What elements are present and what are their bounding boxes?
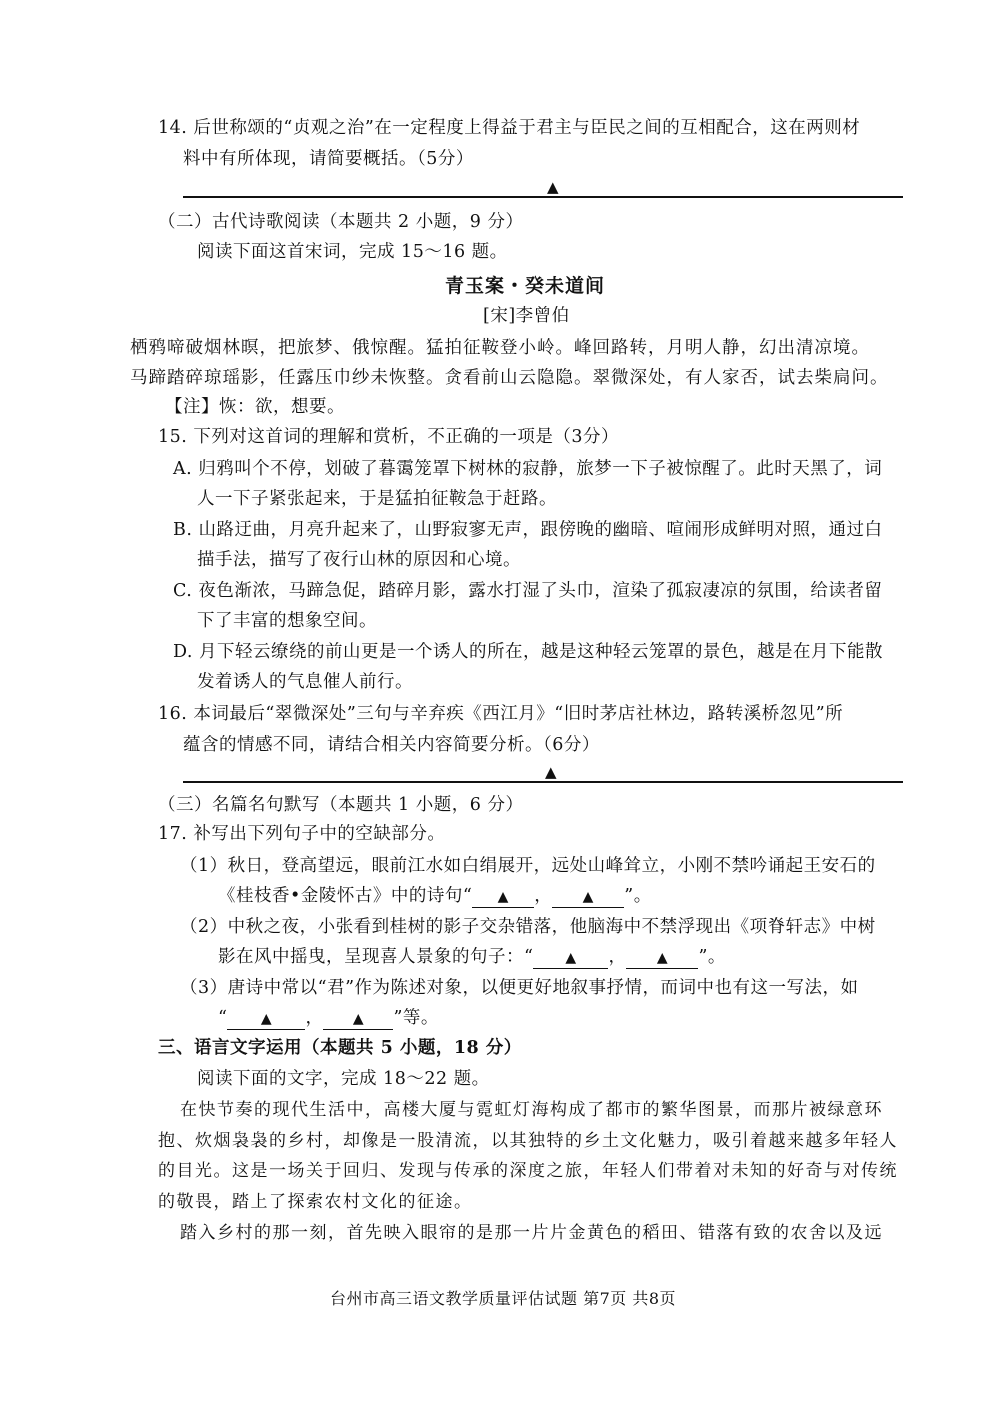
q17-part3-line-1: （3）唐诗中常以“君”作为陈述对象，以便更好地叙事抒情，而词中也有这一写法，如: [180, 978, 859, 998]
passage-para1-line-1: 在快节奏的现代生活中，高楼大厦与霓虹灯海构成了都市的繁华图景，而那片被绿意环: [180, 1100, 883, 1120]
q15-option-d-line-2: 发着诱人的气息催人前行。: [197, 672, 413, 692]
fill-blank[interactable]: ▲: [626, 946, 698, 969]
fill-blank[interactable]: ▲: [533, 946, 608, 969]
passage-para1-line-4: 的敬畏，踏上了探索农村文化的征途。: [158, 1192, 473, 1212]
q17-part2-line-1: （2）中秋之夜，小张看到桂树的影子交杂错落，他脑海中不禁浮现出《项脊轩志》中树: [180, 917, 876, 937]
q16-line-2: 蕴含的情感不同，请结合相关内容简要分析。（6分）: [183, 735, 600, 755]
section2-heading: （二）古代诗歌阅读（本题共 2 小题，9 分）: [158, 212, 524, 232]
q14-line-1: 14. 后世称颂的“贞观之治”在一定程度上得益于君主与臣民之间的互相配合，这在两则材: [158, 118, 861, 138]
answer-line: [183, 196, 903, 198]
q17-part3-prefix: “: [218, 1008, 228, 1028]
q17-part2-suffix: ”。: [698, 947, 726, 967]
poem-author: [宋]李曾伯: [483, 306, 570, 326]
fill-blank[interactable]: ▲: [552, 885, 624, 908]
fill-blank[interactable]: ▲: [323, 1007, 393, 1030]
answer-triangle-mark: ▲: [545, 763, 557, 781]
q17-part2-line-2: [218, 945, 726, 969]
comma: ，: [608, 947, 627, 967]
q15-stem: 15. 下列对这首词的理解和赏析，不正确的一项是（3分）: [158, 427, 620, 447]
answer-line: [183, 781, 903, 783]
comma: ，: [305, 1008, 324, 1028]
passage-para1-line-3: 的目光。这是一场关于回归、发现与传承的深度之旅，年轻人们带着对未知的好奇与对传统: [158, 1161, 898, 1181]
q17-part2-prefix: 影在风中摇曳，呈现喜人景象的句子：“: [218, 947, 534, 967]
q15-option-a-line-1: A. 归鸦叫个不停，划破了暮霭笼罩下树林的寂静，旅梦一下子被惊醒了。此时天黑了，词: [173, 459, 883, 479]
poem-title: 青玉案・癸未道间: [445, 275, 606, 297]
poem-line-2: 马蹄踏碎琼瑶影，任露压巾纱未恢整。贪看前山云隐隐。翠微深处，有人家否，试去柴扃问。: [130, 368, 889, 388]
q15-option-c-line-1: C. 夜色渐浓，马蹄急促，踏碎月影，露水打湿了头巾，渲染了孤寂凄凉的氛围，给读者留: [173, 581, 883, 601]
q17-stem: 17. 补写出下列句子中的空缺部分。: [158, 824, 446, 844]
poem-line-1: 栖鸦啼破烟林暝，把旅梦、俄惊醒。猛拍征鞍登小岭。峰回路转，月明人静，幻出清凉境。: [130, 338, 870, 358]
part3-instruction: 阅读下面的文字，完成 18～22 题。: [197, 1069, 490, 1089]
section3-heading: （三）名篇名句默写（本题共 1 小题，6 分）: [158, 795, 524, 815]
passage-para1-line-2: 抱、炊烟袅袅的乡村，却像是一股清流，以其独特的乡土文化魅力，吸引着越来越多年轻人: [158, 1131, 898, 1151]
part3-heading: 三、语言文字运用（本题共 5 小题，18 分）: [158, 1038, 522, 1058]
page-footer: 台州市高三语文教学质量评估试题 第7页 共8页: [330, 1289, 677, 1308]
q17-part3-suffix: ”等。: [393, 1008, 439, 1028]
q15-option-a-line-2: 人一下子紧张起来，于是猛拍征鞍急于赶路。: [197, 489, 557, 509]
q17-part1-prefix: 《桂枝香•金陵怀古》中的诗句“: [218, 886, 473, 906]
q17-part1-line-2: [218, 884, 652, 908]
q17-part1-suffix: ”。: [624, 886, 652, 906]
q17-part3-line-2: [218, 1006, 439, 1030]
q15-option-b-line-1: B. 山路迂曲，月亮升起来了，山野寂寥无声，跟傍晚的幽暗、喧闹形成鲜明对照，通过白: [173, 520, 883, 540]
poem-note: 【注】恢：欲，想要。: [165, 397, 345, 417]
q15-option-c-line-2: 下了丰富的想象空间。: [197, 611, 377, 631]
q16-line-1: 16. 本词最后“翠微深处”三句与辛弃疾《西江月》“旧时茅店社林边，路转溪桥忽见”所: [158, 704, 844, 724]
section2-instruction: 阅读下面这首宋词，完成 15～16 题。: [197, 242, 508, 262]
q15-option-b-line-2: 描手法，描写了夜行山林的原因和心境。: [197, 550, 521, 570]
passage-para2-line-1: 踏入乡村的那一刻，首先映入眼帘的是那一片片金黄色的稻田、错落有致的农舍以及远: [180, 1223, 883, 1243]
q14-line-2: 料中有所体现，请简要概括。（5分）: [183, 149, 474, 169]
answer-triangle-mark: ▲: [547, 178, 559, 196]
fill-blank[interactable]: ▲: [472, 885, 534, 908]
q17-part1-line-1: （1）秋日，登高望远，眼前江水如白绢展开，远处山峰耸立，小刚不禁吟诵起王安石的: [180, 856, 876, 876]
q15-option-d-line-1: D. 月下轻云缭绕的前山更是一个诱人的所在，越是这种轻云笼罩的景色，越是在月下能散: [173, 642, 884, 662]
comma: ，: [534, 886, 553, 906]
fill-blank[interactable]: ▲: [227, 1007, 305, 1030]
